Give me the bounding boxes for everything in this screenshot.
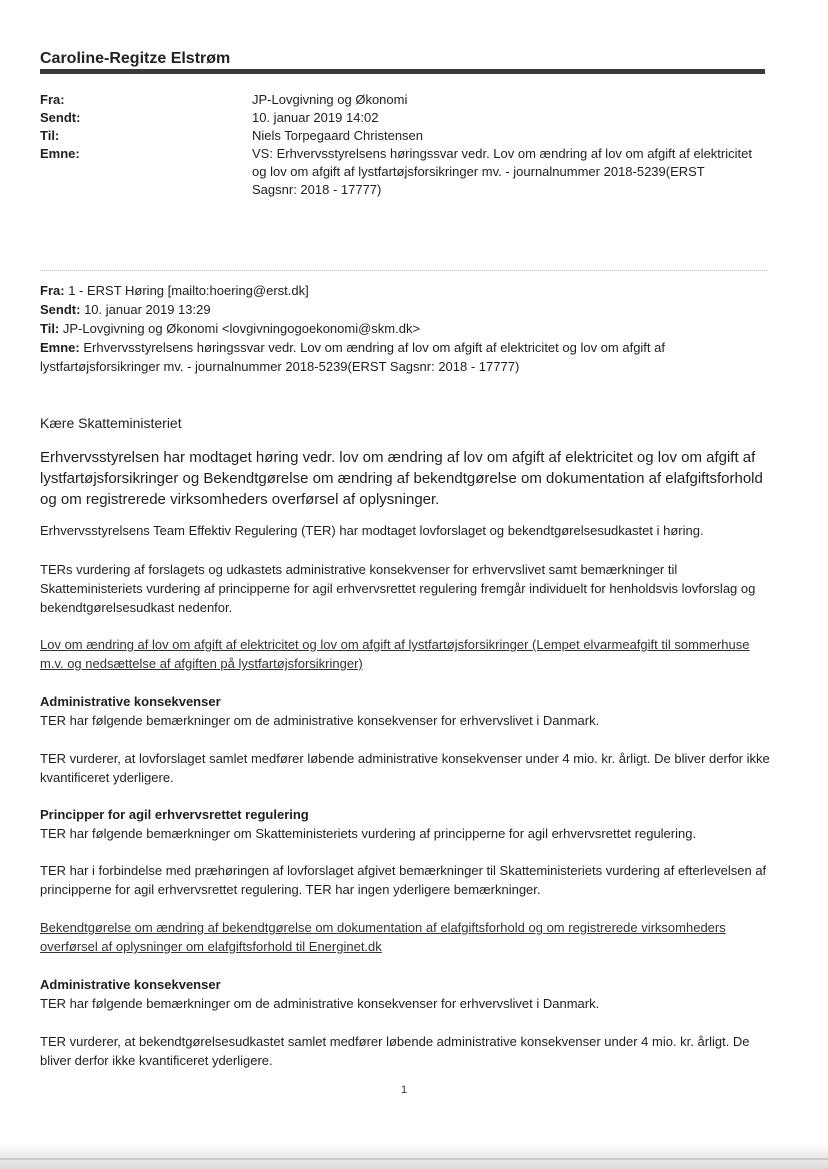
forwarded-from-label: Fra: [40,283,65,298]
header-divider [40,69,765,74]
forwarded-subject-label: Emne: [40,340,80,355]
forwarded-sent-label: Sendt: [40,302,81,317]
header-to-value: Niels Torpegaard Christensen [252,128,424,143]
header-subject-row [40,145,770,199]
forwarded-subject-row [40,338,775,376]
header-sent-value: 10. januar 2019 14:02 [252,110,379,125]
section1-title: Lov om ændring af lov om afgift af elektricitet og lov om afgift af lystfartøjsforsikringer (Lempet elvarmeafgift til sommerhuse m.v. og nedsættelse af afgiften på lystfartøjsforsikringer) [40,637,750,671]
section1-principles-assessment: TER har i forbindelse med præhøringen af lovforslaget afgivet bemærkninger til Skatteministeriets vurdering af efterlevelsen af principperne for agil erhvervsrettet regulering. TER har ingen yderligere bemærkninger. [40,863,767,897]
forwarded-sent-value: 10. januar 2019 13:29 [84,302,211,317]
header-subject-label: Emne: [40,146,80,161]
page-number: 1 [400,1084,408,1096]
section1-admin-assessment: TER vurderer, at lovforslaget samlet medfører løbende administrative konsekvenser under 4 mio. kr. årligt. De bliver derfor ikke kvantificeret yderligere. [40,751,770,785]
scan-bottom-edge [0,1143,828,1169]
header-to-row [40,127,770,145]
lead-paragraph: Erhvervsstyrelsen har modtaget høring vedr. lov om ændring af lov om afgift af elektricitet og lov om afgift af lystfartøjsforsikringer og Bekendtgørelse om ændring af bekendtgørelse om dokumentation af elafgiftsforhold og om registrerede virksomheders overførsel af oplysninger. [40,449,763,508]
section1-admin-block [40,692,775,730]
section2-admin-text: TER har følgende bemærkninger om de administrative konsekvenser for erhvervslivet i Danmark. [40,996,600,1011]
section2-admin-heading: Administrative konsekvenser [40,977,221,992]
header-sent-label: Sendt: [40,110,81,125]
header-subject-value: VS: Erhvervsstyrelsens høringssvar vedr. Lov om ændring af lov om afgift af elektricitet og lov om afgift af lystfartøjsforsikringer mv. - journalnummer 2018-5239(ERST Sagsnr: 2018 - 17777) [252,146,752,197]
forwarded-from-row [40,281,775,300]
section1-principles-text: TER har følgende bemærkninger om Skatteministeriets vurdering af principperne for agil erhvervsrettet regulering. [40,826,697,841]
header-from-row [40,91,770,109]
paragraph-ter-intro: Erhvervsstyrelsens Team Effektiv Regulering (TER) har modtaget lovforslaget og bekendtgørelsesudkastet i høring. [40,523,704,538]
forwarded-from-value: 1 - ERST Høring [mailto:hoering@erst.dk] [68,283,309,298]
email-header [40,91,770,199]
section1-principles-heading: Principper for agil erhvervsrettet regulering [40,807,309,822]
section2-admin-block [40,975,775,1013]
forwarded-to-value: JP-Lovgivning og Økonomi <lovgivningogoekonomi@skm.dk> [62,321,421,336]
forwarded-sent-row [40,300,775,319]
header-to-label: Til: [40,128,60,143]
forward-divider [40,270,767,271]
forwarded-to-label: Til: [40,321,60,336]
forwarded-subject-value: Erhvervsstyrelsens høringssvar vedr. Lov om ændring af lov om afgift af elektricitet og lov om afgift af lystfartøjsforsikringer mv. - journalnummer 2018-5239(ERST Sagsnr: 2018 - 17777) [40,340,665,374]
header-from-label: Fra: [40,92,65,107]
header-from-value: JP-Lovgivning og Økonomi [252,92,408,107]
scan-bottom-line [0,1158,828,1160]
section1-admin-text: TER har følgende bemærkninger om de administrative konsekvenser for erhvervslivet i Danmark. [40,713,600,728]
section2-admin-assessment: TER vurderer, at bekendtgørelsesudkastet samlet medfører løbende administrative konsekvenser under 4 mio. kr. årligt. De bliver derfor ikke kvantificeret yderligere. [40,1034,750,1068]
greeting: Kære Skatteministeriet [40,415,182,431]
section1-admin-heading: Administrative konsekvenser [40,694,221,709]
paragraph-ter-assessment: TERs vurdering af forslagets og udkastets administrative konsekvenser for erhvervslivet samt bemærkninger til Skatteministeriets vurdering af principperne for agil erhvervsrettet regulering fremgår individuelt for henholdsvis lovforslag og bekendtgørelsesudkast nedenfor. [40,562,756,615]
sender-name: Caroline-Regitze Elstrøm [40,50,231,67]
header-sent-row [40,109,770,127]
section2-title: Bekendtgørelse om ændring af bekendtgørelse om dokumentation af elafgiftsforhold og om registrerede virksomheders overførsel af oplysninger om elafgiftsforhold til Energinet.dk [40,920,726,954]
section1-principles-block [40,805,775,843]
forwarded-to-row [40,319,775,338]
forwarded-header [40,281,775,376]
